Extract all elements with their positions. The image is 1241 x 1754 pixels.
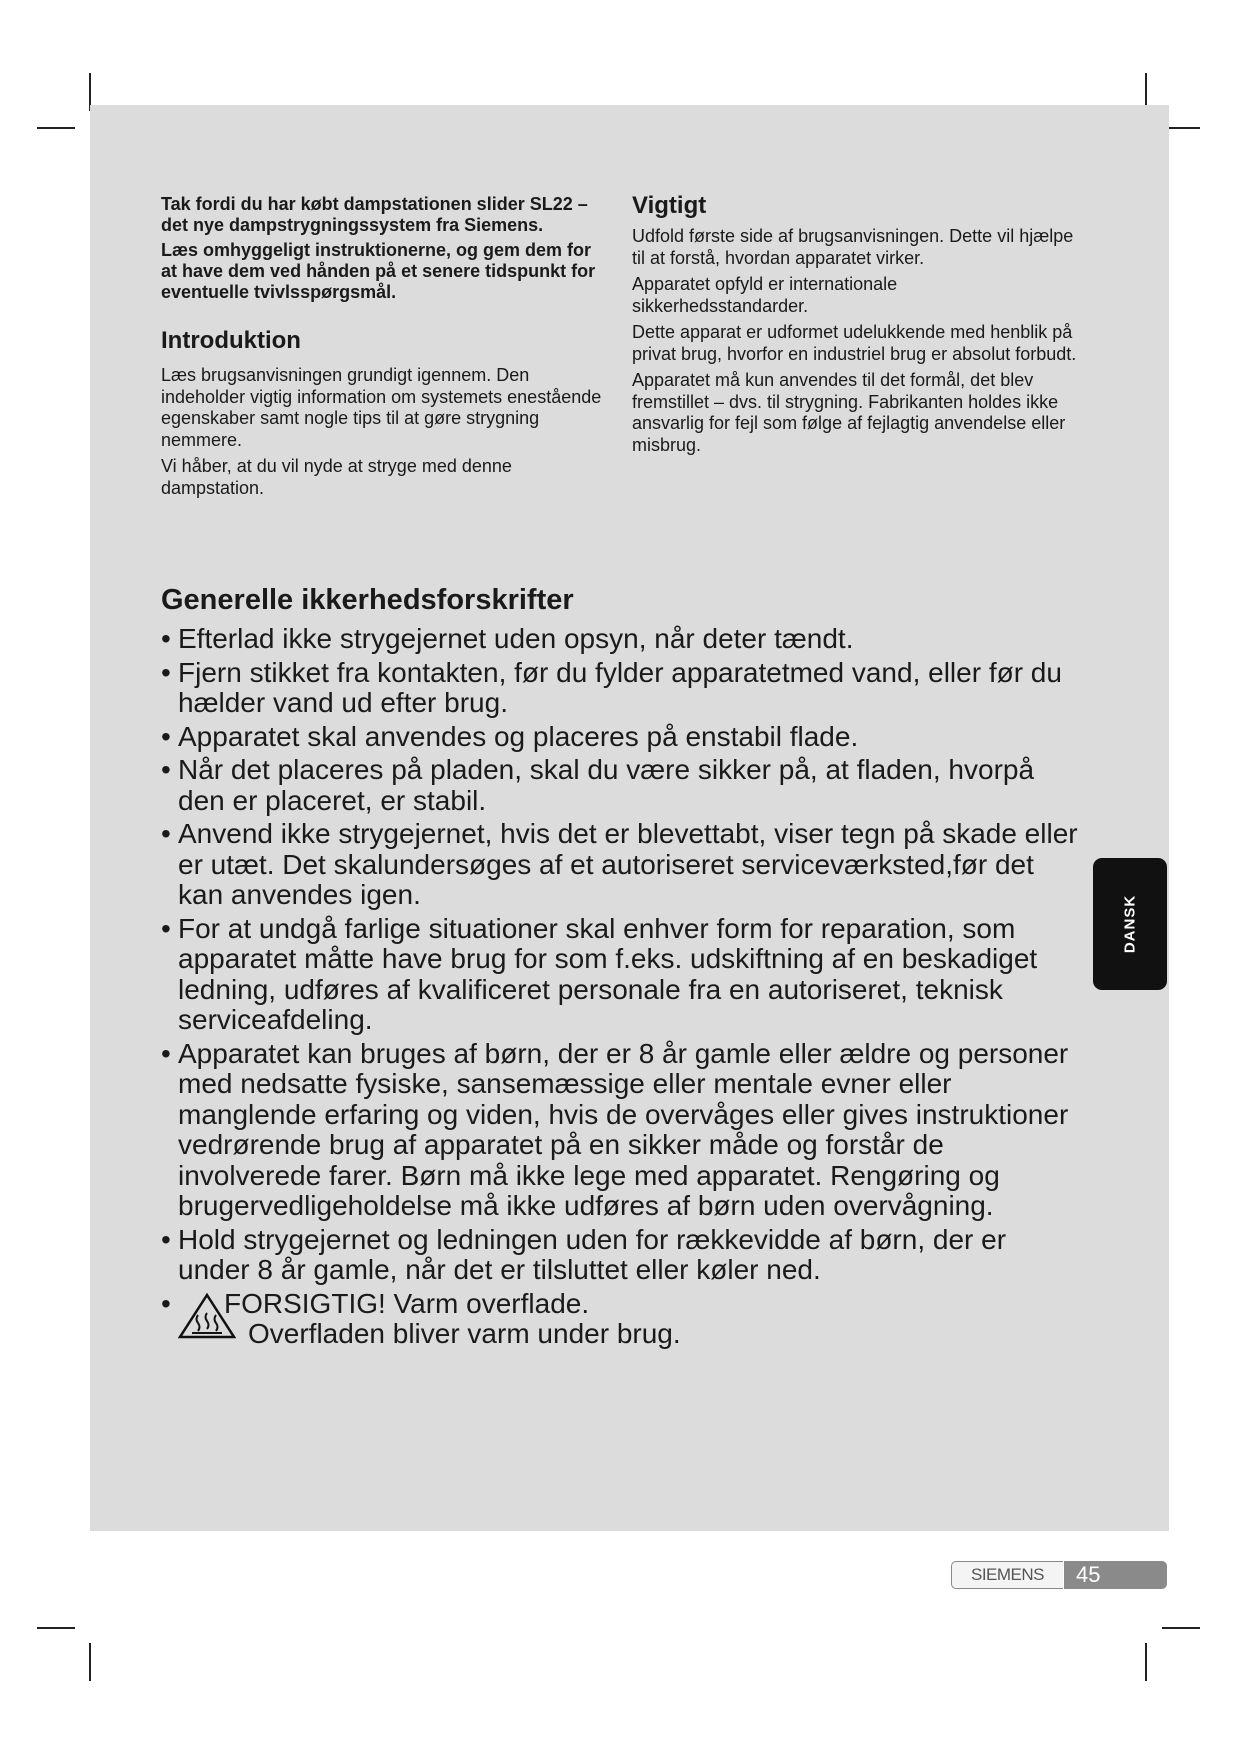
important-paragraph: Dette apparat er udformet udelukkende med henblik på privat brug, hvorfor en industriel brug er absolut forbudt. [632, 322, 1077, 364]
important-paragraph: Apparatet må kun anvendes til det formål, det blev fremstillet – dvs. til strygning. Fabrikanten holdes ikke ansvarlig for fejl som følge af fejlagtig anvendelse eller misbrug. [632, 370, 1066, 455]
list-item-warning [161, 1289, 1081, 1350]
crop-mark [37, 127, 75, 129]
list-item [161, 1039, 1081, 1222]
bullet: • [161, 623, 171, 654]
safety-list [161, 624, 1081, 1353]
bullet: • [161, 818, 171, 849]
list-item-text: For at undgå farlige situationer skal enhver form for reparation, som apparatet måtte have brug for som f.eks. udskiftning af en beskadiget ledning, udføres af kvalificeret personale fra en autoriseret, teknisk serviceafdeling. [178, 912, 1038, 1035]
list-item [161, 1225, 1081, 1286]
crop-mark [89, 1643, 91, 1681]
bullet: • [161, 912, 171, 944]
hot-surface-icon [178, 1293, 236, 1341]
bullet: • [161, 1037, 171, 1069]
introduction-heading: Introduktion [161, 327, 301, 354]
warning-title: FORSIGTIG! Varm overflade. [224, 1287, 590, 1319]
bullet: • [161, 720, 171, 752]
intro-column [161, 194, 606, 504]
list-item-text: Når det placeres på pladen, skal du være sikker på, at fladen, hvorpå den er placeret, er stabil. [178, 754, 1035, 816]
list-item-text: Apparatet skal anvendes og placeres på enstabil flade. [178, 720, 859, 752]
important-heading: Vigtigt [632, 192, 707, 219]
bullet: • [161, 1287, 171, 1319]
thanks-text: Tak fordi du har købt dampstationen slider SL22 – det nye dampstrygningssystem fra Siemens. [161, 194, 588, 235]
list-item [161, 819, 1081, 911]
crop-mark [37, 1627, 75, 1629]
list-item-text: Efterlad ikke strygejernet uden opsyn, når deter tændt. [178, 623, 854, 654]
list-item-text: Anvend ikke strygejernet, hvis det er blevettabt, viser tegn på skade eller er utæt. Det skalundersøges af et autoriseret serviceværksted,før det kan anvendes igen. [178, 818, 1078, 910]
intro-paragraph: Læs brugsanvisningen grundigt igennem. Den indeholder vigtig information om systemets enestående egenskaber samt nogle tips til at gøre strygning nemmere. [161, 365, 602, 450]
language-tab [1093, 858, 1167, 990]
list-item-text: Apparatet kan bruges af børn, der er 8 år gamle eller ældre og personer med nedsatte fysiske, sansemæssige eller mentale evner eller manglende erfaring og viden, hvis de overvåges eller gives instruktioner vedrørende brug af apparatet på en sikker måde og forstår de involverede farer. Børn må ikke lege med apparatet. Rengøring og brugervedligeholdelse må ikke udføres af børn uden overvågning. [178, 1037, 1069, 1221]
crop-mark [1145, 1643, 1147, 1681]
safety-heading: Generelle ikkerhedsforskrifter [161, 584, 574, 616]
page-number: 45 [1064, 1561, 1167, 1589]
list-item-text: Fjern stikket fra kontakten, før du fylder apparatetmed vand, eller før du hælder vand ud efter brug. [178, 656, 1062, 718]
crop-mark [1162, 1627, 1200, 1629]
intro-paragraph: Vi håber, at du vil nyde at stryge med denne dampstation. [161, 456, 512, 498]
brand-label: SIEMENS [951, 1561, 1063, 1589]
important-column [632, 192, 1077, 461]
list-item [161, 722, 1081, 753]
bullet: • [161, 656, 171, 688]
list-item [161, 624, 1081, 655]
important-paragraph: Udfold første side af brugsanvisningen. Dette vil hjælpe til at forstå, hvordan apparatet virker. [632, 226, 1074, 268]
bullet: • [161, 754, 171, 785]
important-paragraph: Apparatet opfyld er internationale sikkerhedsstandarder. [632, 274, 898, 316]
list-item-text: Hold strygejernet og ledningen uden for rækkevidde af børn, der er under 8 år gamle, når det er tilsluttet eller køler ned. [178, 1223, 1007, 1285]
list-item [161, 658, 1081, 719]
language-tab-label: DANSK [1121, 894, 1139, 954]
warning-description: Overfladen bliver varm under brug. [248, 1318, 681, 1349]
list-item [161, 755, 1081, 816]
read-carefully-text: Læs omhyggeligt instruktionerne, og gem dem for at have dem ved hånden på et senere tidspunkt for eventuelle tvivlsspørgsmål. [161, 240, 596, 302]
list-item [161, 914, 1081, 1036]
bullet: • [161, 1223, 171, 1255]
